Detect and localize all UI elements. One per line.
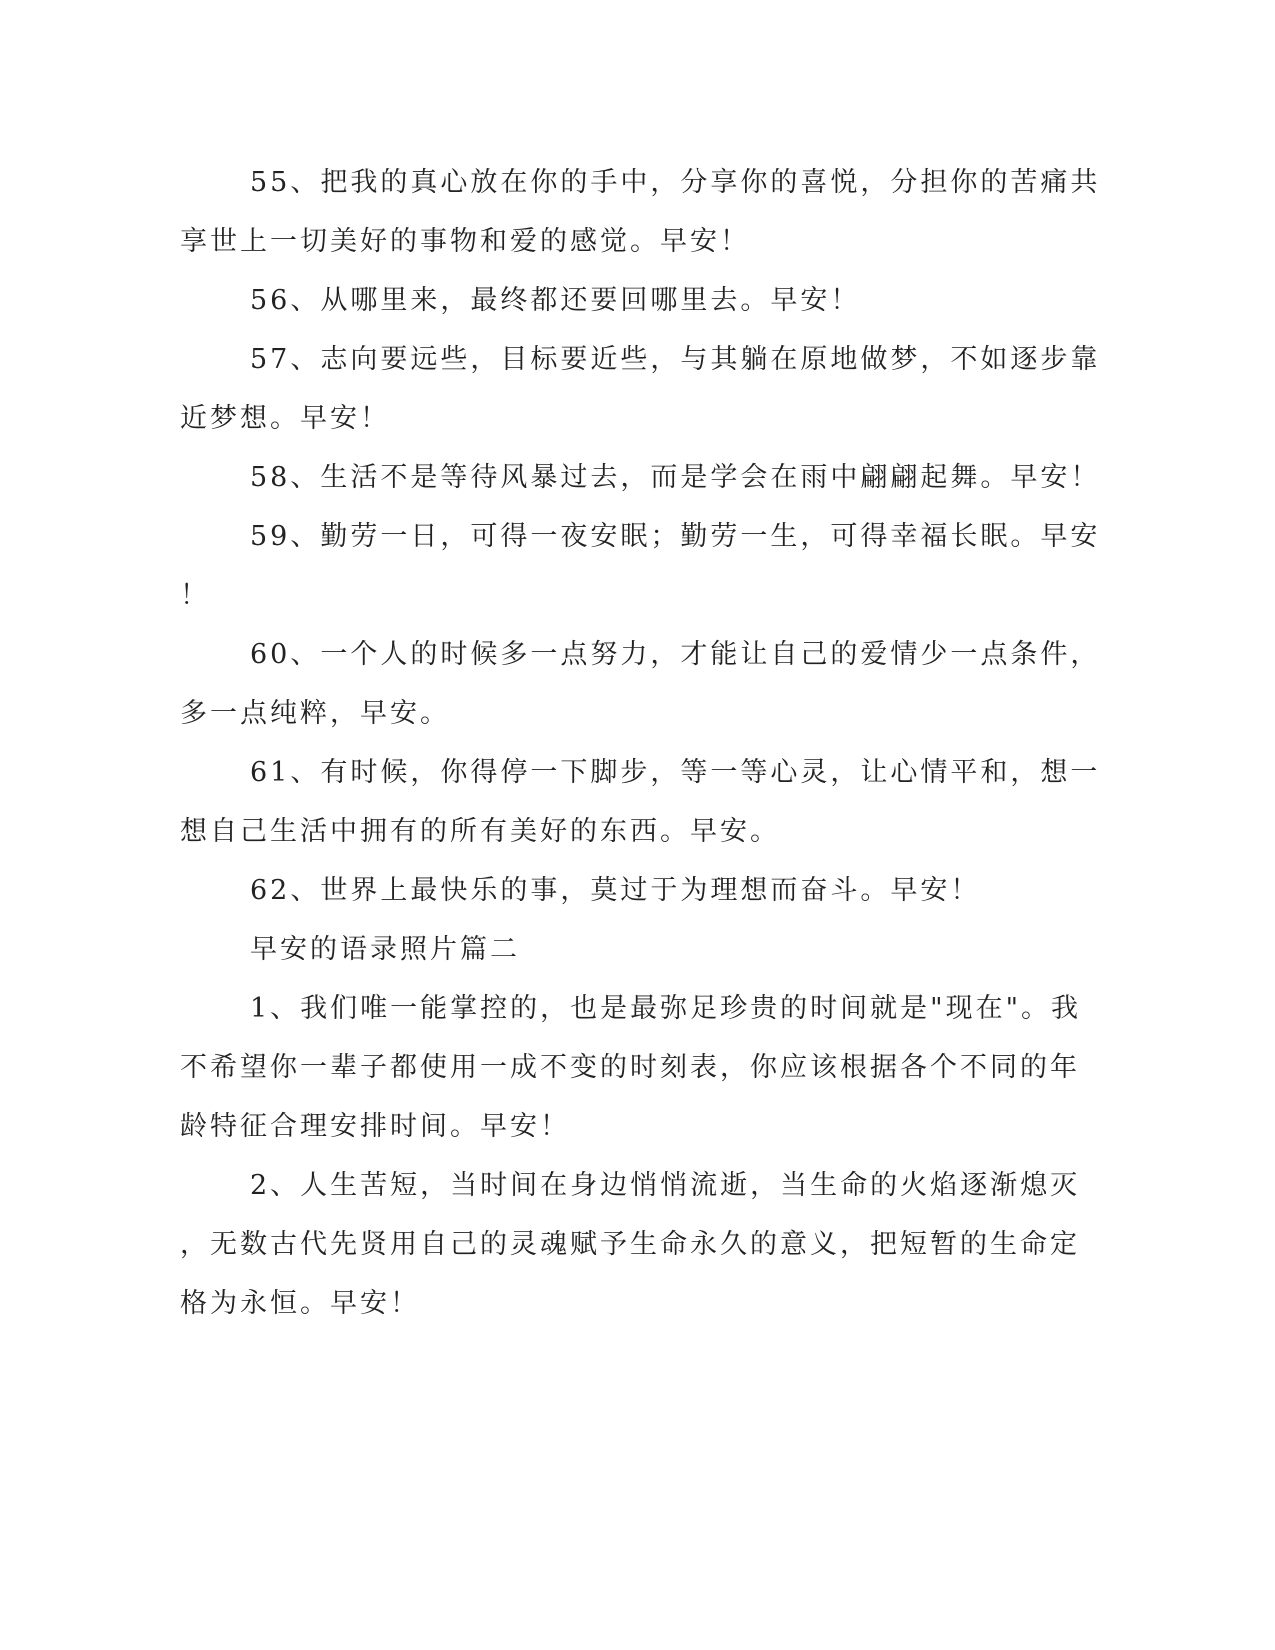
quote-55-line-2: 享世上一切美好的事物和爱的感觉。早安！ (180, 226, 750, 257)
document-body (180, 153, 1101, 1333)
quote-2-line-1: 2、人生苦短，当时间在身边悄悄流逝，当生命的火焰逐渐熄灭 (250, 1170, 1081, 1201)
quote-1-line-3: 龄特征合理安排时间。早安！ (180, 1111, 570, 1142)
quote-60-line-2: 多一点纯粹，早安。 (180, 698, 450, 729)
quote-60-line-1: 60、一个人的时候多一点努力，才能让自己的爱情少一点条件， (250, 639, 1101, 670)
quote-57-line-1: 57、志向要远些，目标要近些，与其躺在原地做梦，不如逐步靠 (250, 344, 1101, 375)
quote-59-line-2: ！ (180, 580, 210, 611)
quote-56: 56、从哪里来，最终都还要回哪里去。早安！ (250, 285, 861, 316)
quote-58: 58、生活不是等待风暴过去，而是学会在雨中翩翩起舞。早安！ (250, 462, 1101, 493)
quote-1-line-2: 不希望你一辈子都使用一成不变的时刻表，你应该根据各个不同的年 (180, 1052, 1080, 1083)
quote-57-line-2: 近梦想。早安！ (180, 403, 390, 434)
section-heading: 早安的语录照片篇二 (250, 934, 520, 965)
quote-1-line-1: 1、我们唯一能掌控的，也是最弥足珍贵的时间就是"现在"。我 (250, 993, 1082, 1024)
quote-2-line-2: ，无数古代先贤用自己的灵魂赋予生命永久的意义，把短暂的生命定 (180, 1229, 1080, 1260)
quote-2-line-3: 格为永恒。早安！ (180, 1288, 420, 1319)
quote-61-line-1: 61、有时候，你得停一下脚步，等一等心灵，让心情平和，想一 (250, 757, 1101, 788)
quote-61-line-2: 想自己生活中拥有的所有美好的东西。早安。 (180, 816, 780, 847)
quote-55-line-1: 55、把我的真心放在你的手中，分享你的喜悦，分担你的苦痛共 (250, 167, 1101, 198)
quote-59-line-1: 59、勤劳一日，可得一夜安眠；勤劳一生，可得幸福长眠。早安 (250, 521, 1101, 552)
quote-62: 62、世界上最快乐的事，莫过于为理想而奋斗。早安！ (250, 875, 981, 906)
